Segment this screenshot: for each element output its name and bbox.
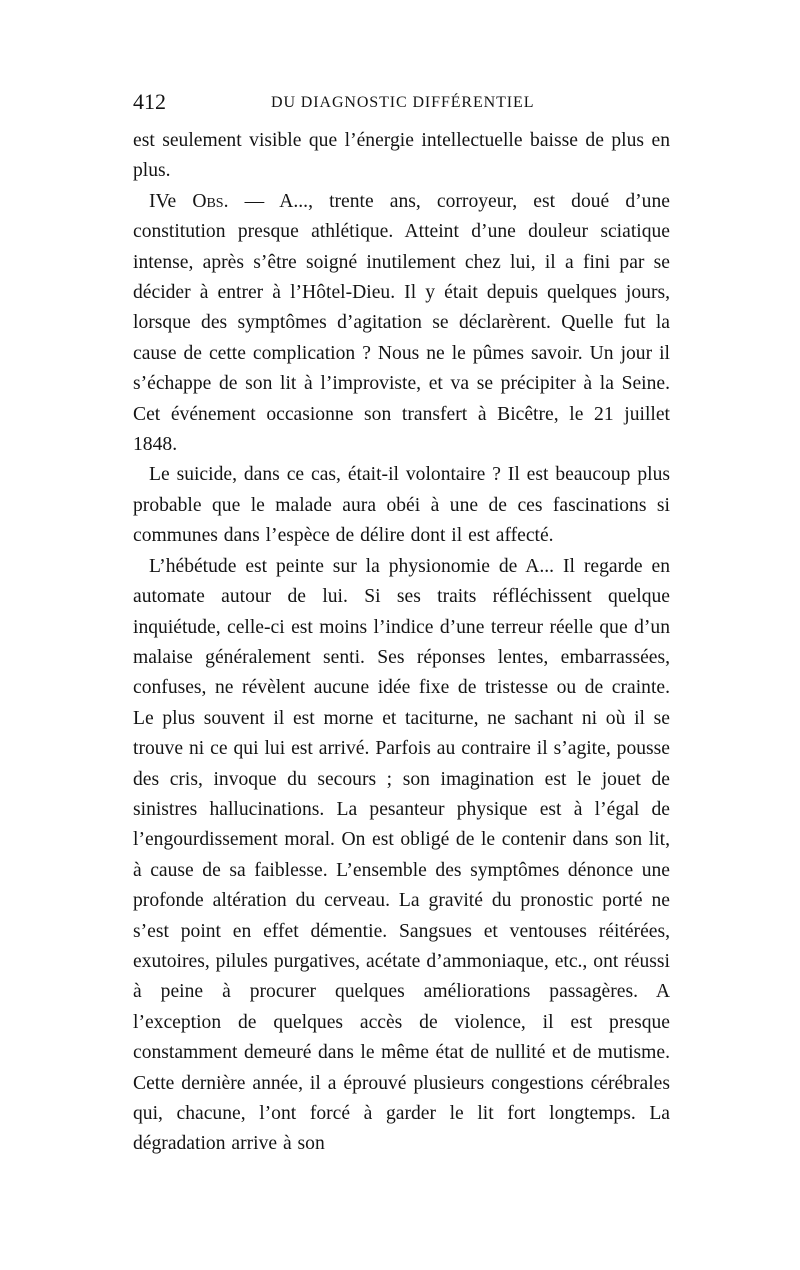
body-text: [133, 126, 670, 1160]
observation-text: — A..., trente ans, corroyeur, est doué d’une constitution presque athlétique. Atteint d’une douleur sciatique intense, après s’être soigné inutilement chez lui, il a fini par se décider à entrer à l’Hôtel-Dieu. Il y était depuis quelques jours, lorsque des symptômes d’agitation se déclarèrent. Quelle fut la cause de cette complication ? Nous ne le pûmes savoir. Un jour il s’échappe de son lit à l’improviste, et va se précipiter à la Seine. Cet événement occasionne son transfert à Bicêtre, le 21 juillet 1848.: [133, 190, 670, 456]
page-header: [133, 88, 670, 116]
paragraph-suicide: Le suicide, dans ce cas, était-il volontaire ? Il est beaucoup plus probable que le malade aura obéi à une de ces fascinations si communes dans l’espèce de délire dont il est affecté.: [133, 464, 670, 547]
paragraph-continuation: est seulement visible que l’énergie intellectuelle baisse de plus en plus.: [133, 130, 670, 182]
paragraph-observation: [133, 187, 670, 461]
observation-label: Obs.: [192, 190, 229, 212]
book-page: [133, 88, 670, 1160]
page-number: 412: [133, 89, 166, 114]
paragraph-hebetude: L’hébétude est peinte sur la physionomie de A... Il regarde en automate autour de lui. Si ses traits réfléchissent quelque inquiétude, celle-ci est moins l’indice d’une terreur réelle que d’un malaise généralement senti. Ses réponses lentes, embarrassées, confuses, ne révèlent aucune idée fixe de tristesse ou de crainte. Le plus souvent il est morne et taciturne, ne sachant ni où il se trouve ni ce qui lui est arrivé. Parfois au contraire il s’agite, pousse des cris, invoque du secours ; son imagination est le jouet de sinistres hallucinations. La pesanteur physique est à l’égal de l’engourdissement moral. On est obligé de le contenir dans son lit, à cause de sa faiblesse. L’ensemble des symptômes dénonce une profonde altération du cerveau. La gravité du pronostic porté ne s’est point en effet démentie. Sangsues et ventouses réitérées, exutoires, pilules purgatives, acétate d’ammoniaque, etc., ont réussi à peine à procurer quelques améliorations passagères. A l’exception de quelques accès de violence, il est presque constamment demeuré dans le même état de nullité et de mutisme. Cette dernière année, il a éprouvé plusieurs congestions cérébrales qui, chacune, l’ont forcé à garder le lit fort longtemps. La dégradation arrive à son: [133, 555, 670, 1155]
running-head: DU DIAGNOSTIC DIFFÉRENTIEL: [271, 94, 535, 111]
observation-number: IVe: [149, 190, 177, 212]
